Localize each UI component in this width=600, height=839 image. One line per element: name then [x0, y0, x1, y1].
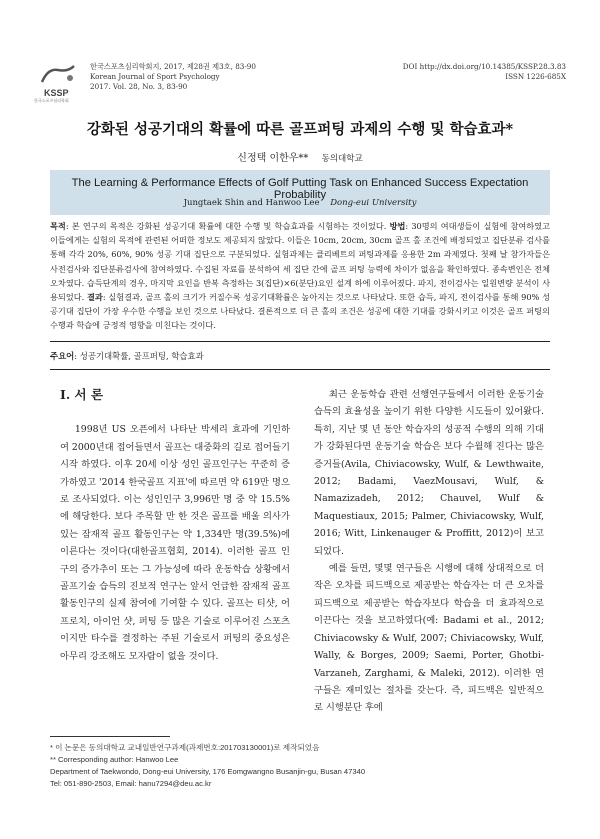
left-column — [60, 386, 290, 665]
footnote-corresponding: ** Corresponding author: Hanwoo Lee — [50, 755, 179, 764]
affiliation: 동의대학교 — [321, 154, 363, 164]
authors: 신정택 이한우** — [237, 153, 309, 164]
abstract-purpose-label: 목적 — [50, 221, 66, 231]
keywords-text: : 성공기대확률, 골프퍼팅, 학습효과 — [74, 351, 204, 361]
journal-volume: 2017. Vol. 28, No. 3, 83-90 — [90, 82, 188, 91]
journal-english: Korean Journal of Sport Psychology — [90, 72, 220, 81]
intro-paragraph-3: 예를 들면, 몇몇 연구들은 시행에 대해 상대적으로 더 작은 오차를 피드백으로 제공받는 학습자는 더 큰 오차를 피드백으로 제공받는 학습자보다 학습을 더 효과적으로 이끈다는 것을 보고하였다(예: Badami et al., 2012; Chiviacowsky & Wulf, 2007; Chiviacowsky, Wulf, Wally, & Borges, 2009; Saemi, Porter, Ghotbi-Varzaneh, Zarghami, & Maleki, 2012). 이러한 연구들은 재미있는 절차를 갖는다. 즉, 피드백은 일반적으로 시행분단 후에 — [314, 563, 544, 714]
journal-logo — [34, 62, 82, 103]
keywords — [50, 350, 204, 362]
footnote-divider — [50, 736, 170, 737]
doi-link[interactable]: DOI http://dx.doi.org/10.14385/KSSP.28.3.83 — [402, 62, 566, 71]
journal-header — [34, 62, 566, 103]
journal-korean: 한국스포츠심리학회지, 2017, 제28권 제3호, 83-90 — [90, 62, 256, 71]
footnotes — [50, 742, 550, 790]
author-line — [0, 149, 600, 164]
keywords-label: 주요어 — [50, 351, 75, 361]
section-heading: I. 서 론 — [60, 387, 104, 402]
footnote-funding: * 이 논문은 동의대학교 교내일반연구과제(과제번호:201703130001)로 제작되었음 — [50, 743, 320, 752]
right-column — [314, 386, 544, 717]
abstract — [50, 219, 550, 333]
abstract-result-label: 결과 — [87, 292, 103, 303]
english-authors: Jungtaek Shin and Hanwoo Lee — [183, 198, 320, 208]
paper-title: 강화된 성공기대의 확률에 따른 골프퍼팅 과제의 수행 및 학습효과* — [86, 121, 514, 138]
doi-info — [403, 62, 566, 82]
abstract-method: : 30명의 여대생들이 실험에 참여하였고 이들에게는 실험의 목적에 관련된 어떠한 정보도 제공되지 않았다. 이들은 10cm, 20cm, 30cm 골프 홀 조건에 배정되었고 집단분류 검사를 통해 각각 20%, 60%, 90% 성공 기대 집단으로 구분되었다. 실험과제는 클리베트의 퍼팅과제를 응용한 2m 과제였다. 첫째 날 참가자들은 사전검사와 집단분류검사에 참여하였다. 수집된 자료를 분석하여 세 집단 간에 골프 퍼팅 능력에 차이가 없음을 확인하였다. 종속변인은 전체오차였다. 습득단계의 경우, 마지막 요인을 반복 측정하는 3(집단)×6(분단)요인 설계 하에 이루어졌다. 파지, 전이검사는 일원변량 분석이 사용되었다. — [50, 221, 550, 303]
keywords-divider — [50, 369, 550, 370]
abstract-result: : 실험결과, 골프 홀의 크기가 커질수록 성공기대확률은 높아지는 것으로 나타났다. 또한 습득, 파지, 전이검사를 통해 90% 성공기대 집단이 가장 우수한 수행을 보인 것으로 나타났다. 결론적으로 더 큰 홀의 조건은 성공에 대한 기대를 강화시키고 이것은 골프 퍼팅의 수행과 학습에 긍정적 영향을 미친다는 것이다. — [50, 292, 550, 331]
logo-subtitle: 한국스포츠심리학회 — [34, 98, 69, 103]
journal-info — [90, 62, 256, 92]
logo-text: KSSP — [44, 88, 69, 98]
abstract-method-label: 방법 — [389, 221, 406, 231]
abstract-purpose: : 본 연구의 목적은 강화된 성공기대 확률에 대한 수행 및 학습효과를 시험하는 것이었다. — [65, 221, 390, 231]
intro-paragraph-2: 최근 운동학습 관련 선행연구들에서 이러한 운동기술 습득의 효율성을 높이기 위한 다양한 시도들이 있어왔다. 특히, 지난 몇 년 동안 학습자의 성공적 수행의 의해 기대가 강화된다면 운동기술 학습은 보다 수월해 진다는 많은 증거들(Avila, Chiviacowsky, Wulf, & Lewthwaite, 2012; Badami, VaezMousavi, Wulf, & Namazizadeh, 2012; Chauvel, Wulf & Maquestiaux, 2015; Palmer, Chiviacowsky, Wulf, 2016; Witt, Linkenauger & Proffitt, 2012)이 보고되었다. — [314, 389, 544, 557]
footnote-department: Department of Taekwondo, Dong-eui University, 176 Eomgwangno Busanjin-gu, Busan 47340 — [50, 767, 366, 776]
english-title: The Learning & Performance Effects of Golf Putting Task on Enhanced Success Expectation Probability — [71, 177, 529, 201]
intro-paragraph-1: 1998년 US 오픈에서 나타난 박세리 효과에 기인하여 2000년대 접어들면서 골프는 대중화의 길로 접어들기 시작 하였다. 이후 20세 이상 성인 골프인구는 꾸준히 증가하였고 '2014 한국골프 지표'에 따르면 약 619만 명으로 조사되었다. 이는 성인인구 3,996만 명 중 약 15.5%에 해당한다. 보다 주목할 만 한 것은 골프를 배울 의사가 있는 잠재적 골프 활동인구는 약 1,334만 명(39.5%)에 이른다는 것이다(대한골프협회, 2014). 이러한 골프 인구의 증가추이 또는 그 가능성에 따라 운동학습 상황에서 골프기술 습득의 진보적 연구는 앞서 언급한 잠재적 골프 활동인구의 실제 참여에 기여할 수 있다. 골프는 티샷, 어프로치, 아이언 샷, 퍼팅 등 많은 기술로 이루어진 스포츠이지만 타수를 결정하는 주된 기술로서 퍼팅의 중요성은 아무리 강조해도 모자람이 없을 것이다. — [60, 424, 290, 662]
logo-mark-icon — [38, 64, 78, 86]
english-affiliation: Dong-eui University — [330, 198, 417, 208]
abstract-divider — [50, 341, 550, 342]
english-author-line — [50, 198, 550, 208]
issn: ISSN 1226-685X — [505, 72, 566, 81]
english-title-band — [50, 170, 550, 215]
footnote-contact: Tel: 051-890-2503, Email: hanu7294@deu.ac.kr — [50, 779, 212, 788]
